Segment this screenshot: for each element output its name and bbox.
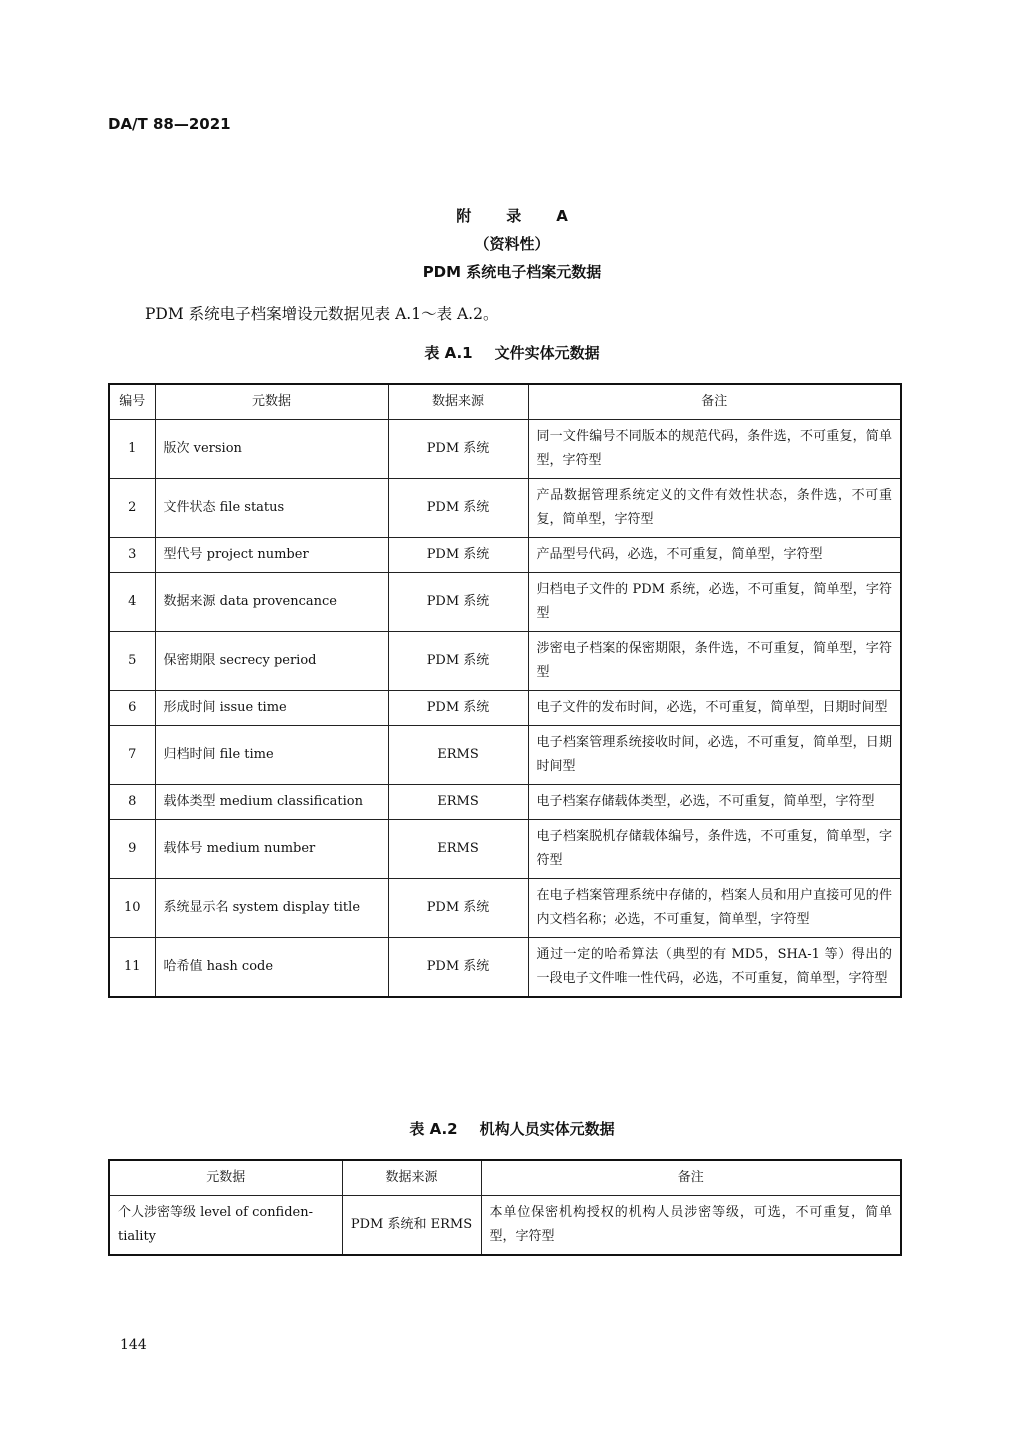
table1-cell-name: 型代号 project number [155, 538, 388, 573]
appendix-title: PDM 系统电子档案元数据 [422, 263, 602, 281]
table1-row [109, 479, 901, 538]
table1-row [109, 726, 901, 785]
table1-cell-note: 在电子档案管理系统中存储的，档案人员和用户直接可见的件内文档名称；必选，不可重复，简单型，字符型 [528, 879, 901, 938]
table1-cell-no: 2 [109, 479, 155, 538]
table1-row [109, 632, 901, 691]
table2-caption [0, 1118, 1024, 1139]
table1-row [109, 691, 901, 726]
table1-cell-note: 同一文件编号不同版本的规范代码，条件选，不可重复，简单型，字符型 [528, 420, 901, 479]
table1-row [109, 573, 901, 632]
table2-cell-name: 个人涉密等级 level of confiden-tiality [109, 1196, 342, 1256]
table1-cell-source: ERMS [388, 820, 528, 879]
table1-cell-note: 涉密电子档案的保密期限，条件选，不可重复，简单型，字符型 [528, 632, 901, 691]
table1-cell-note: 产品型号代码，必选，不可重复，简单型，字符型 [528, 538, 901, 573]
table1-cell-note: 电子档案存储载体类型，必选，不可重复，简单型，字符型 [528, 785, 901, 820]
table1-header-cell: 编号 [109, 384, 155, 420]
table1-header-cell: 备注 [528, 384, 901, 420]
table1-cell-name: 载体号 medium number [155, 820, 388, 879]
table1-cell-no: 10 [109, 879, 155, 938]
table1-cell-source: ERMS [388, 785, 528, 820]
table1 [108, 383, 902, 998]
table2-title: 机构人员实体元数据 [479, 1120, 615, 1138]
table1-row [109, 420, 901, 479]
table1-cell-source: PDM 系统 [388, 879, 528, 938]
table1-header-cell: 元数据 [155, 384, 388, 420]
table1-row [109, 538, 901, 573]
table2-header-cell: 备注 [481, 1160, 901, 1196]
table1-cell-note: 归档电子文件的 PDM 系统，必选，不可重复，简单型，字符型 [528, 573, 901, 632]
appendix-label: 附 录 A [456, 207, 578, 225]
table2 [108, 1159, 902, 1256]
table1-cell-note: 电子档案管理系统接收时间，必选，不可重复，简单型，日期时间型 [528, 726, 901, 785]
table1-cell-note: 电子文件的发布时间，必选，不可重复，简单型，日期时间型 [528, 691, 901, 726]
table1-cell-name: 数据来源 data provencance [155, 573, 388, 632]
table1-cell-no: 7 [109, 726, 155, 785]
table1-cell-name: 系统显示名 system display title [155, 879, 388, 938]
table2-header-cell: 元数据 [109, 1160, 342, 1196]
page-number: 144 [120, 1337, 147, 1353]
table2-body [109, 1196, 901, 1256]
table1-cell-source: PDM 系统 [388, 632, 528, 691]
table1-cell-name: 保密期限 secrecy period [155, 632, 388, 691]
table1-row [109, 879, 901, 938]
table1-cell-no: 1 [109, 420, 155, 479]
table2-row [109, 1196, 901, 1256]
table1-cell-no: 9 [109, 820, 155, 879]
table1-cell-source: PDM 系统 [388, 538, 528, 573]
table2-cell-note: 本单位保密机构授权的机构人员涉密等级，可选，不可重复，简单型，字符型 [481, 1196, 901, 1256]
table1-cell-source: PDM 系统 [388, 691, 528, 726]
table1-cell-no: 8 [109, 785, 155, 820]
table2-header-row [109, 1160, 901, 1196]
table1-cell-name: 版次 version [155, 420, 388, 479]
table1-cell-no: 5 [109, 632, 155, 691]
table1-cell-name: 文件状态 file status [155, 479, 388, 538]
table1-body [109, 420, 901, 998]
table1-cell-source: PDM 系统 [388, 573, 528, 632]
table1-cell-source: ERMS [388, 726, 528, 785]
table1-title: 文件实体元数据 [494, 344, 600, 362]
table1-cell-no: 6 [109, 691, 155, 726]
table1-cell-name: 形成时间 issue time [155, 691, 388, 726]
table1-caption [0, 342, 1024, 363]
table2-header-cell: 数据来源 [342, 1160, 481, 1196]
table1-cell-name: 归档时间 file time [155, 726, 388, 785]
table1-number: 表 A.1 [424, 344, 473, 362]
table1-cell-name: 哈希值 hash code [155, 938, 388, 998]
standard-code: DA/T 88—2021 [108, 115, 231, 133]
table1-cell-source: PDM 系统 [388, 420, 528, 479]
table1-row [109, 938, 901, 998]
table1-cell-name: 载体类型 medium classification [155, 785, 388, 820]
table1-cell-no: 4 [109, 573, 155, 632]
table1-cell-note: 电子档案脱机存储载体编号，条件选，不可重复，简单型，字符型 [528, 820, 901, 879]
table1-cell-source: PDM 系统 [388, 479, 528, 538]
appendix-type: （资料性） [474, 235, 550, 253]
table1-row [109, 785, 901, 820]
table2-cell-source: PDM 系统和 ERMS [342, 1196, 481, 1256]
table1-cell-note: 产品数据管理系统定义的文件有效性状态，条件选，不可重复，简单型，字符型 [528, 479, 901, 538]
table1-header-row [109, 384, 901, 420]
table1-cell-no: 3 [109, 538, 155, 573]
table1-row [109, 820, 901, 879]
intro-paragraph: PDM 系统电子档案增设元数据见表 A.1～表 A.2。 [145, 305, 499, 323]
table1-cell-source: PDM 系统 [388, 938, 528, 998]
table1-cell-no: 11 [109, 938, 155, 998]
table2-number: 表 A.2 [409, 1120, 458, 1138]
table1-header-cell: 数据来源 [388, 384, 528, 420]
table1-cell-note: 通过一定的哈希算法（典型的有 MD5，SHA-1 等）得出的一段电子文件唯一性代码，必选，不可重复，简单型，字符型 [528, 938, 901, 998]
